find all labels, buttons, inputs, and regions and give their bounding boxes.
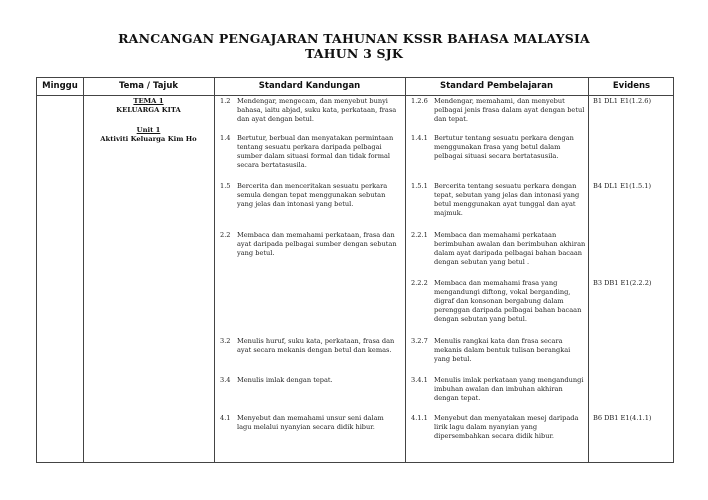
standard-kandungan-text	[237, 337, 402, 355]
text-line: dan tepat.	[434, 114, 468, 123]
standard-kandungan-code: 2.2	[220, 231, 231, 239]
text-line: pelbagai jenis frasa dalam ayat dengan betul	[434, 105, 585, 114]
document-subtitle: TAHUN 3 SJK	[305, 46, 403, 61]
evidens-code: B3 DB1 E1(2.2.2)	[593, 279, 652, 287]
standard-kandungan-text	[237, 182, 402, 209]
standard-pembelajaran-text	[434, 279, 586, 324]
standard-pembelajaran-code: 1.2.6	[411, 97, 428, 105]
text-line: yang jelas dan intonasi yang betul.	[237, 199, 354, 208]
text-line: dengan tepat.	[434, 393, 481, 402]
standard-kandungan-text	[237, 414, 402, 432]
text-line: sumber dalam situasi formal dan tidak formal	[237, 151, 391, 160]
text-line: Bertutur, berbual dan menyatakan permintaan	[237, 134, 394, 142]
standard-kandungan-code: 1.2	[220, 97, 231, 105]
text-line: lagu melalui nyanyian secara didik hibur.	[237, 422, 375, 431]
header-standard-pembelajaran: Standard Pembelajaran	[439, 81, 553, 91]
text-line: ayat daripada pelbagai sumber dengan sebutan	[237, 239, 397, 248]
text-line: Bercerita dan menceritakan sesuatu perkara	[237, 182, 388, 190]
text-line: lirik lagu dalam nyanyian yang	[434, 422, 538, 431]
standard-pembelajaran-text	[434, 376, 586, 403]
text-line: digraf dan konsonan bergabung dalam	[434, 296, 564, 305]
text-line: Menulis imlak dengan tepat.	[237, 376, 333, 384]
text-line: ayat secara mekanis dengan betul dan kemas.	[237, 345, 392, 354]
text-line: secara bertatasusila.	[237, 160, 307, 169]
standard-pembelajaran-text	[434, 97, 586, 124]
standard-kandungan-text	[237, 376, 402, 385]
header-tema: Tema / Tajuk	[118, 81, 179, 91]
standard-kandungan-code: 3.2	[220, 337, 231, 345]
standard-pembelajaran-text	[434, 134, 586, 161]
standard-kandungan-text	[237, 134, 402, 170]
header-evidens: Evidens	[612, 81, 651, 91]
evidens-code: B6 DB1 E1(4.1.1)	[593, 414, 652, 422]
text-line: yang betul.	[237, 248, 275, 257]
standard-kandungan-code: 3.4	[220, 376, 231, 384]
text-line: mekanis dalam bentuk tulisan berangkai	[434, 345, 571, 354]
text-line: dengan sebutan yang betul.	[434, 314, 527, 323]
standard-pembelajaran-text	[434, 182, 586, 218]
standard-pembelajaran-code: 3.4.1	[411, 376, 428, 384]
header-divider	[37, 95, 673, 96]
text-line: dipersembahkan secara didik hibur.	[434, 431, 554, 440]
standard-pembelajaran-code: 4.1.1	[411, 414, 428, 422]
text-line: bahasa, iaitu abjad, suku kata, perkataan, frasa	[237, 105, 397, 114]
text-line: menggunakan frasa yang betul dalam	[434, 142, 561, 151]
text-line: yang betul.	[434, 354, 472, 363]
text-line: tentang sesuatu perkara daripada pelbagai	[237, 142, 382, 151]
text-line: betul menggunakan ayat tunggal dan ayat	[434, 199, 576, 208]
evidens-code: B1 DL1 E1(1.2.6)	[593, 97, 652, 105]
text-line: Membaca dan memahami perkataan	[434, 231, 557, 239]
standard-pembelajaran-code: 2.2.1	[411, 231, 428, 239]
text-line: Menyebut dan memahami unsur seni dalam	[237, 414, 384, 422]
text-line: majmuk.	[434, 208, 463, 217]
standard-pembelajaran-text	[434, 231, 586, 267]
text-line: Menyebut dan menyatakan mesej daripada	[434, 414, 579, 422]
text-line: dengan sebutan yang betul .	[434, 257, 530, 266]
text-line: Mendengar, mengecam, dan menyebut bunyi	[237, 97, 388, 105]
text-line: Membaca dan memahami perkataan, frasa dan	[237, 231, 395, 239]
text-line: Bertutur tentang sesuatu perkara dengan	[434, 134, 574, 142]
text-line: mengandungi diftong, vokal berganding,	[434, 287, 571, 296]
column-divider	[405, 78, 406, 462]
text-line: Membaca dan memahami frasa yang	[434, 279, 558, 287]
header-minggu: Minggu	[42, 81, 78, 91]
standard-kandungan-code: 4.1	[220, 414, 231, 422]
header-standard-kandungan: Standard Kandungan	[258, 81, 361, 91]
tema-name: KELUARGA KITA	[116, 105, 181, 114]
tema-label: TEMA 1	[133, 97, 164, 105]
standard-pembelajaran-code: 2.2.2	[411, 279, 428, 287]
standard-pembelajaran-text	[434, 337, 586, 364]
plan-table	[36, 77, 674, 463]
text-line: Menulis rangkai kata dan frasa secara	[434, 337, 563, 345]
unit-label: Unit 1	[136, 126, 161, 134]
standard-pembelajaran-text	[434, 414, 586, 441]
standard-pembelajaran-code: 1.5.1	[411, 182, 428, 190]
text-line: Mendengar, memahami, dan menyebut	[434, 97, 565, 105]
text-line: berimbuhan awalan dan berimbuhan akhiran	[434, 239, 586, 248]
text-line: perenggan daripada pelbagai bahan bacaan	[434, 305, 582, 314]
text-line: dalam ayat daripada pelbagai bahan bacaan	[434, 248, 583, 257]
evidens-code: B4 DL1 E1(1.5.1)	[593, 182, 652, 190]
text-line: Bercerita tentang sesuatu perkara dengan	[434, 182, 577, 190]
standard-kandungan-text	[237, 97, 402, 124]
standard-kandungan-code: 1.4	[220, 134, 231, 142]
text-line: dan ayat dengan betul.	[237, 114, 314, 123]
document-title: RANCANGAN PENGAJARAN TAHUNAN KSSR BAHASA MALAYSIA	[118, 31, 590, 46]
text-line: semula dengan tepat menggunakan sebutan	[237, 190, 386, 199]
text-line: pelbagai situasi secara bertatasusila.	[434, 151, 559, 160]
standard-kandungan-text	[237, 231, 402, 258]
text-line: Menulis imlak perkataan yang mengandungi	[434, 376, 584, 384]
text-line: tepat, sebutan yang jelas dan intonasi yang	[434, 190, 580, 199]
column-divider	[588, 78, 589, 462]
text-line: Menulis huruf, suku kata, perkataan, frasa dan	[237, 337, 395, 345]
standard-pembelajaran-code: 3.2.7	[411, 337, 428, 345]
standard-kandungan-code: 1.5	[220, 182, 231, 190]
unit-name: Aktiviti Keluarga Kim Ho	[100, 134, 197, 143]
standard-pembelajaran-code: 1.4.1	[411, 134, 428, 142]
text-line: imbuhan awalan dan imbuhan akhiran	[434, 384, 563, 393]
column-divider	[214, 78, 215, 462]
